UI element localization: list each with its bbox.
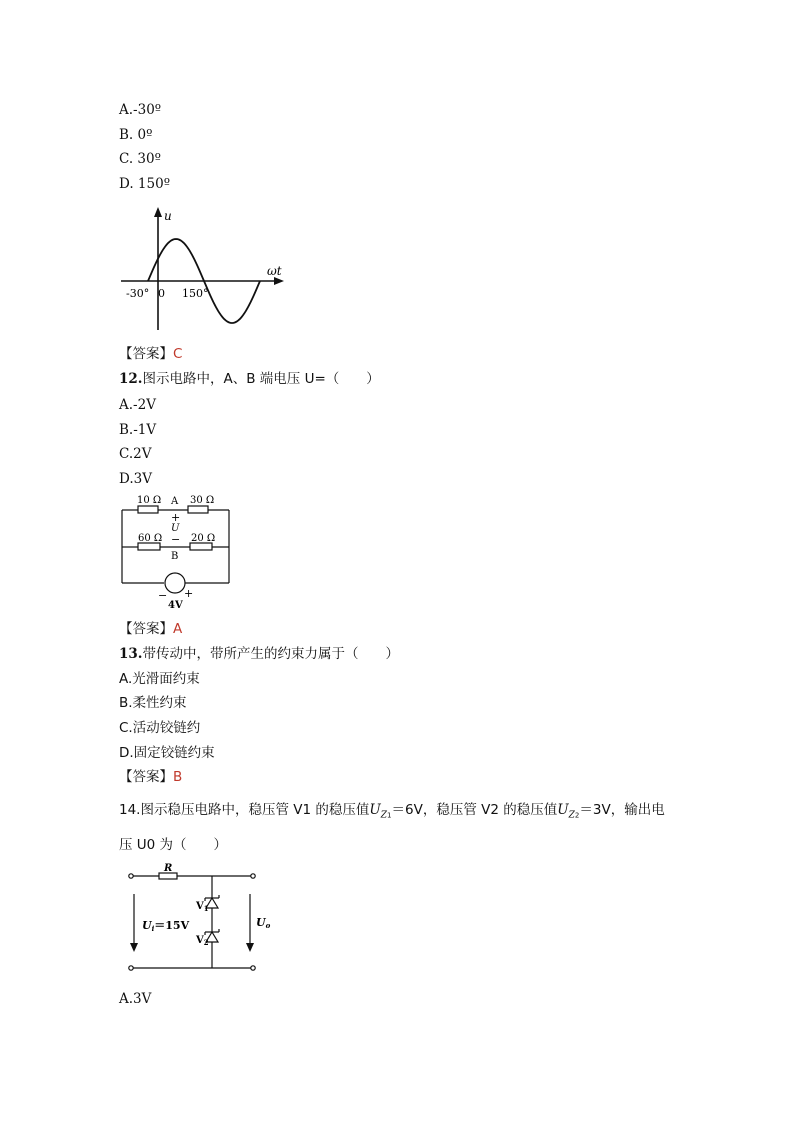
y-axis-label: u <box>164 209 172 223</box>
uz1-symbol: U <box>369 802 381 818</box>
answer-letter: A <box>173 621 183 637</box>
resistor-20-icon <box>190 543 212 550</box>
y-axis-arrow-icon <box>154 207 162 217</box>
label-node-a: A <box>171 496 179 507</box>
q14-stem-line1 <box>119 801 665 825</box>
q13-option-a: A.光滑面约束 <box>119 671 200 687</box>
q12-option-b: B.-1V <box>119 422 157 438</box>
q12-number: 12. <box>119 371 143 387</box>
resistor-10-icon <box>138 506 158 513</box>
q13-option-b: B.柔性约束 <box>119 695 187 711</box>
label-origin: 0 <box>158 287 165 300</box>
label-ui: Ui＝15V <box>142 919 190 933</box>
q13-stem-text: 带传动中，带所产生的约束力属于（ ） <box>142 646 399 662</box>
q13-stem <box>119 645 399 663</box>
label-r2: 30 Ω <box>190 495 215 506</box>
answer-prefix: 【答案】 <box>119 621 173 637</box>
source-plus: + <box>184 587 194 600</box>
label-r4: 20 Ω <box>191 533 216 544</box>
label-source: 4V <box>168 600 183 611</box>
resistor-30-icon <box>188 506 208 513</box>
voltage-source-icon <box>165 573 185 593</box>
answer-prefix: 【答案】 <box>119 769 173 785</box>
terminal-bottom-right-icon <box>251 966 255 970</box>
source-minus: − <box>158 589 168 602</box>
label-r: R <box>164 863 173 874</box>
resistor-60-icon <box>138 543 160 550</box>
uo-arrow-icon <box>246 943 254 952</box>
x-axis-label: ωt <box>267 264 282 278</box>
label-v2: $V_2$ <box>196 935 209 947</box>
label-uo: Uo <box>256 916 271 930</box>
q11-option-d: D. 150º <box>119 176 171 192</box>
q12-option-a: A.-2V <box>119 397 156 413</box>
answer-letter: B <box>173 769 183 785</box>
label-u: U <box>171 523 180 534</box>
q11-option-b: B. 0º <box>119 127 153 143</box>
uz1-value: ＝6V，稳压管 V2 的稳压值 <box>391 802 558 818</box>
label-r1: 10 Ω <box>137 495 162 506</box>
uz2-symbol: U <box>557 802 569 818</box>
x-axis-arrow-icon <box>274 277 284 285</box>
label-node-b: B <box>171 551 179 562</box>
q12-stem <box>119 370 380 388</box>
uz2-sub-idx: 2 <box>574 811 580 820</box>
q11-answer <box>119 345 182 363</box>
bridge-circuit-figure <box>118 493 236 611</box>
label-minus-30: -30° <box>126 287 150 300</box>
sine-wave-figure <box>118 205 288 335</box>
q11-option-a: A.-30º <box>119 102 162 118</box>
uz2-value: ＝3V，输出电 <box>579 802 665 818</box>
answer-prefix: 【答案】 <box>119 346 173 362</box>
label-r3: 60 Ω <box>138 533 163 544</box>
q12-answer <box>119 620 182 638</box>
q14-option-a: A.3V <box>119 991 152 1007</box>
uz1-sub: Z <box>380 810 388 821</box>
q13-option-c: C.活动铰链约 <box>119 720 201 736</box>
answer-letter: C <box>173 346 183 362</box>
zener-circuit-figure <box>126 863 276 976</box>
q13-number: 13. <box>119 646 143 662</box>
q14-stem-line2: 压 U0 为（ ） <box>119 837 228 853</box>
terminal-top-right-icon <box>251 874 255 878</box>
label-150: 150° <box>182 287 209 300</box>
q14-stem-part1: 14.图示稳压电路中，稳压管 V1 的稳压值 <box>119 802 370 818</box>
label-plus: + <box>171 511 181 524</box>
label-v1: $V_1$ <box>196 901 209 913</box>
terminal-bottom-left-icon <box>129 966 133 970</box>
q12-option-c: C.2V <box>119 446 152 462</box>
q13-option-d: D.固定铰链约束 <box>119 745 215 761</box>
label-minus: − <box>171 533 181 546</box>
uz1-sub-idx: 1 <box>387 811 392 820</box>
q11-option-c: C. 30º <box>119 151 161 167</box>
terminal-top-left-icon <box>129 874 133 878</box>
uz2-sub: Z <box>568 810 575 821</box>
q12-option-d: D.3V <box>119 471 152 487</box>
ui-arrow-icon <box>130 943 138 952</box>
q13-answer <box>119 768 182 786</box>
q12-stem-text: 图示电路中，A、B 端电压 U=（ ） <box>142 371 380 387</box>
